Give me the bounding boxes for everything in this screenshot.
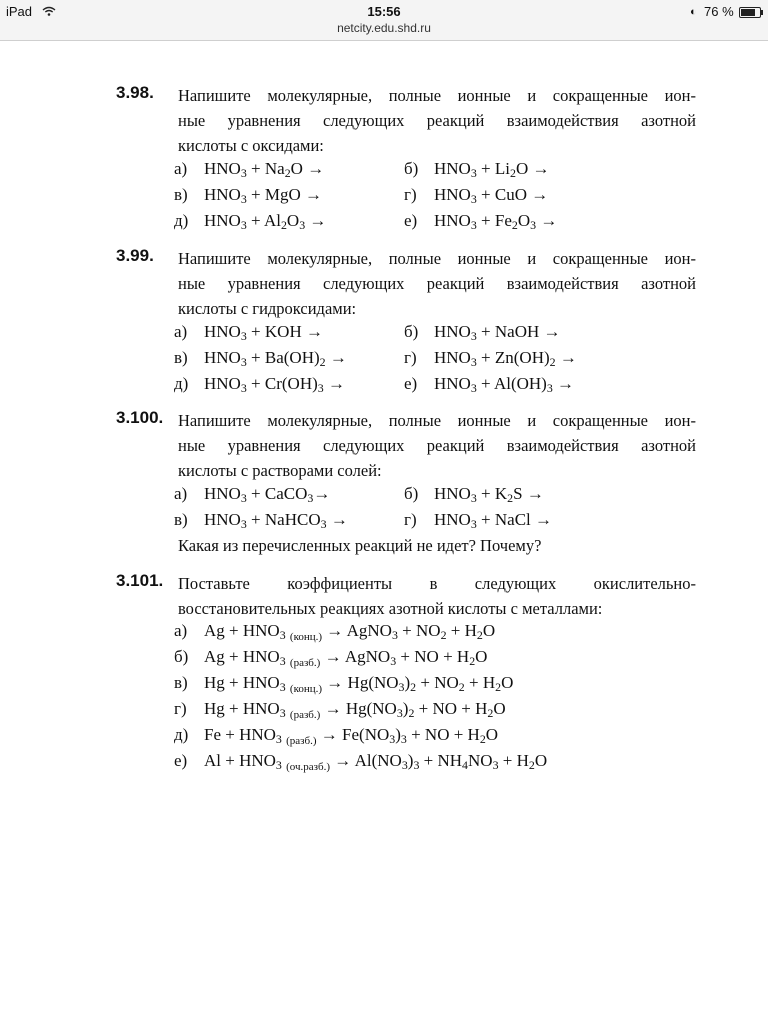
reaction-item: д) $HNO_3 + Al_2O_3$ → [174, 211, 327, 232]
reaction-item: в) $Hg + HNO_3$ $_{(конц.)} \to Hg(NO_3)_2 + NO_2 + H_2O$ [174, 673, 514, 695]
problem-text [178, 408, 696, 483]
battery-level [741, 9, 755, 16]
text-line: кислоты с растворами солей: [178, 461, 382, 480]
text-line: кислоты с оксидами: [178, 136, 324, 155]
device-name: iPad [6, 4, 33, 19]
text-line: кислоты с гидроксидами: [178, 299, 357, 318]
chemical-equation: $HNO_3$ + NaOH → [434, 322, 561, 343]
reaction-item: е) $HNO_3 + Al(OH)_3$ → [404, 374, 575, 395]
status-bar [0, 0, 768, 41]
chemical-equation: $Hg + HNO_3$ $_{(конц.)} \to Hg(NO_3)_2 + NO_2 + H_2O$ [204, 673, 514, 695]
chemical-equation: $HNO_3 + Na_2O$ → [204, 159, 325, 180]
text-line: ные уравнения следующих реакций взаимодействия азотной [178, 436, 696, 455]
battery-percent: 76 % [704, 4, 734, 19]
reaction-item: д) $HNO_3 + Cr(OH)_3$ → [174, 374, 345, 395]
problem-text [178, 571, 696, 621]
reaction-item: б) $HNO_3$ + NaOH → [404, 322, 561, 343]
url-bar[interactable]: netcity.edu.shd.ru [337, 21, 431, 35]
reaction-item: в) $HNO_3$ + NaHCO$_3$ → [174, 510, 348, 531]
problem-number: 3.99. [116, 246, 154, 265]
chemical-equation: $Al + HNO_3$ $_{(оч.разб.)} \to Al(NO_3)_3 + NH_4NO_3 + H_2O$ [204, 751, 548, 773]
chemical-equation: $HNO_3 + Cr(OH)_3$ → [204, 374, 345, 395]
text-line: Поставьте коэффициенты в следующих окислительно- [178, 574, 696, 593]
reaction-item: а) $HNO_3$ + CaCO$_3$→ [174, 484, 331, 505]
text-line: Напишите молекулярные, полные ионные и сокращенные ион- [178, 86, 696, 105]
text-line: ные уравнения следующих реакций взаимодействия азотной [178, 111, 696, 130]
text-line: ные уравнения следующих реакций взаимодействия азотной [178, 274, 696, 293]
chemical-equation: $HNO_3 + K_2S$ → [434, 484, 544, 505]
chemical-equation: $HNO_3$ + NaHCO$_3$ → [204, 510, 348, 531]
question-text: Какая из перечисленных реакций не идет? Почему? [178, 536, 542, 555]
reaction-item: г) $HNO_3 + Zn(OH)_2$ → [404, 348, 577, 369]
chemical-equation: $Ag + HNO_3$ $_{(разб.)}$ → AgNO$_3$ + NO + $H_2O$ [204, 647, 488, 669]
chemical-equation: $Ag + HNO_3$ $_{(конц.)}$ → AgNO$_3$ + $NO_2 + H_2O$ [204, 621, 496, 643]
reaction-item: е) $Al + HNO_3$ $_{(оч.разб.)} \to Al(NO_3)_3 + NH_4NO_3 + H_2O$ [174, 751, 548, 773]
chemical-equation: $HNO_3$ + NaCl → [434, 510, 553, 531]
problem-number: 3.98. [116, 83, 154, 102]
battery-icon [739, 7, 761, 18]
reaction-item: б) $HNO_3 + K_2S$ → [404, 484, 544, 505]
problem-number: 3.101. [116, 571, 164, 590]
reaction-item: г) $HNO_3$ + NaCl → [404, 510, 553, 531]
chemical-equation: $HNO_3 + Al_2O_3$ → [204, 211, 327, 232]
reaction-item: г) $Hg + HNO_3$ $_{(разб.)} \to Hg(NO_3)_2$ + NO + $H_2O$ [174, 699, 506, 721]
problem-text [178, 83, 696, 158]
text-line: восстановительных реакциях азотной кислоты с металлами: [178, 599, 603, 618]
reaction-item: б) $HNO_3 + Li_2O$ → [404, 159, 550, 180]
orientation-lock-icon: ◐ [690, 6, 697, 18]
chemical-equation: $HNO_3$ + MgO → [204, 185, 323, 206]
text-line: Напишите молекулярные, полные ионные и сокращенные ион- [178, 249, 696, 268]
chemical-equation: $HNO_3 + Zn(OH)_2$ → [434, 348, 577, 369]
chemical-equation: $HNO_3 + Fe_2O_3$ → [434, 211, 558, 232]
chemical-equation: $HNO_3 + Al(OH)_3$ → [434, 374, 575, 395]
clock: 15:56 [367, 4, 401, 19]
reaction-item: д) $Fe + HNO_3$ $_{(разб.)} \to Fe(NO_3)_3$ + NO + $H_2O$ [174, 725, 499, 747]
reaction-item: а) $HNO_3$ + KOH → [174, 322, 323, 343]
reaction-item: б) $Ag + HNO_3$ $_{(разб.)}$ → AgNO$_3$ + NO + $H_2O$ [174, 647, 488, 669]
reaction-item: а) $Ag + HNO_3$ $_{(конц.)}$ → AgNO$_3$ + $NO_2 + H_2O$ [174, 621, 496, 643]
reaction-item: а) $HNO_3 + Na_2O$ → [174, 159, 325, 180]
chemical-equation: $Fe + HNO_3$ $_{(разб.)} \to Fe(NO_3)_3$ + NO + $H_2O$ [204, 725, 499, 747]
problem-number: 3.100. [116, 408, 164, 427]
reaction-item: в) $HNO_3$ + MgO → [174, 185, 323, 206]
chemical-equation: $HNO_3 + Li_2O$ → [434, 159, 550, 180]
chemical-equation: $HNO_3 + Ba(OH)_2$ → [204, 348, 347, 369]
document-page [0, 41, 768, 1024]
chemical-equation: $HNO_3$ + KOH → [204, 322, 323, 343]
chemical-equation: $HNO_3$ + CaCO$_3$→ [204, 484, 331, 505]
text-line: Напишите молекулярные, полные ионные и сокращенные ион- [178, 411, 696, 430]
reaction-item: в) $HNO_3 + Ba(OH)_2$ → [174, 348, 347, 369]
reaction-item: г) $HNO_3$ + CuO → [404, 185, 549, 206]
chemical-equation: $Hg + HNO_3$ $_{(разб.)} \to Hg(NO_3)_2$ + NO + $H_2O$ [204, 699, 506, 721]
chemical-equation: $HNO_3$ + CuO → [434, 185, 549, 206]
reaction-item: е) $HNO_3 + Fe_2O_3$ → [404, 211, 558, 232]
problem-text [178, 246, 696, 321]
